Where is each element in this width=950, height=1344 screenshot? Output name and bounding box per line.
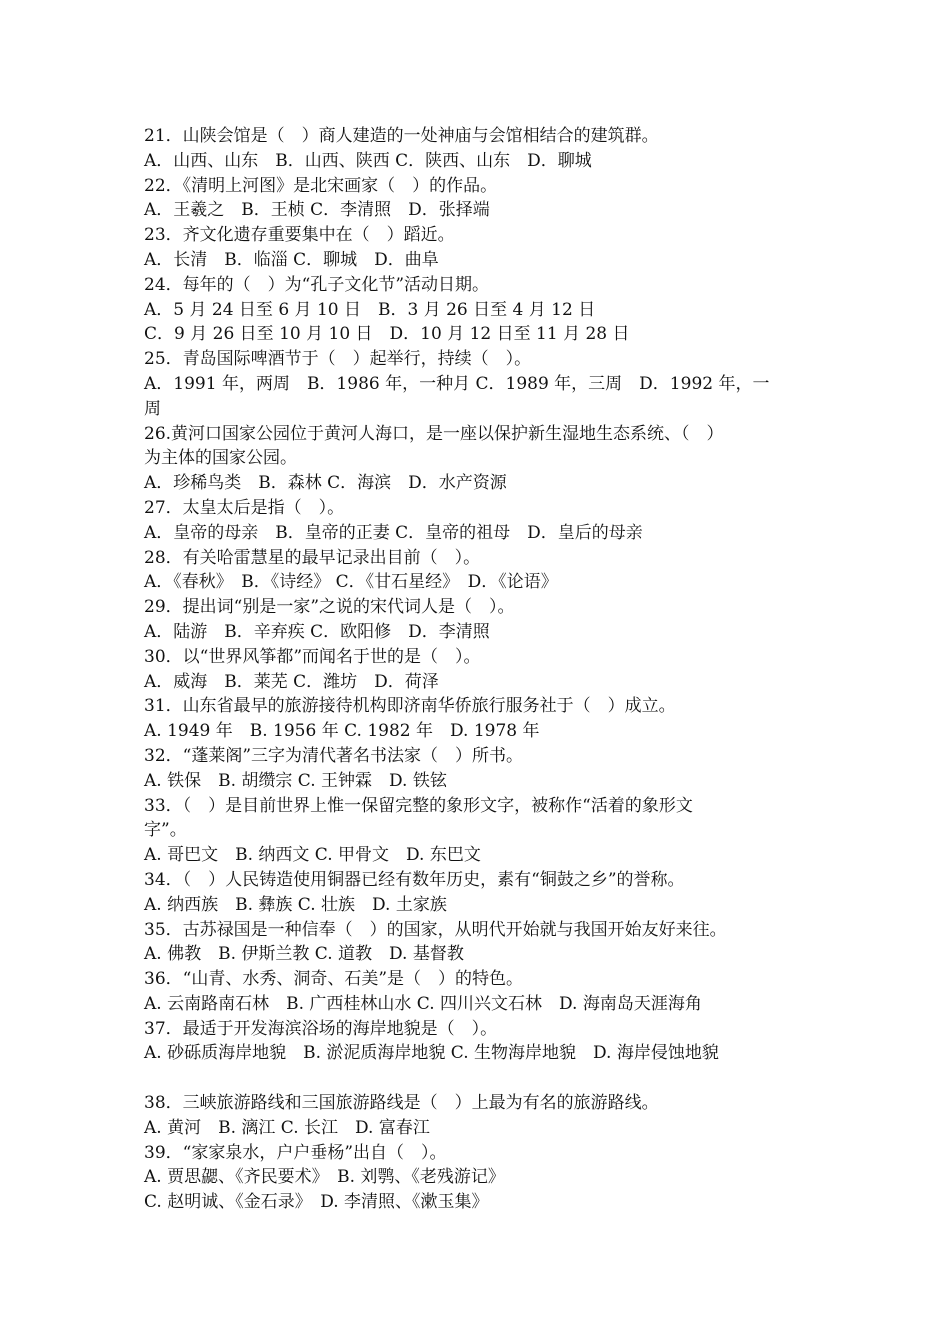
options-25-cont: 周 xyxy=(144,398,161,419)
options-24-ab: A．5 月 24 日至 6 月 10 日 B．3 月 26 日至 4 月 12 日 xyxy=(144,299,596,320)
question-27: 27．太皇太后是指（ ）。 xyxy=(144,497,345,518)
options-25: A．1991 年，两周 B．1986 年，一种月 C．1989 年，三周 D．1992 年，一 xyxy=(144,373,770,394)
question-26-cont: 为主体的国家公园。 xyxy=(144,448,297,469)
question-33: 33．（ ）是目前世界上惟一保留完整的象形文字，被称作“活着的象形文 xyxy=(144,795,693,816)
blank-line xyxy=(144,1066,814,1091)
options-26: A．珍稀鸟类 B．森林 C．海滨 D．水产资源 xyxy=(144,473,507,494)
question-26: 26.黄河口国家公园位于黄河人海口，是一座以保护新生湿地生态系统、（ ） xyxy=(144,423,724,444)
question-38: 38．三峡旅游路线和三国旅游路线是（ ）上最为有名的旅游路线。 xyxy=(144,1093,659,1114)
options-31: A. 1949 年 B. 1956 年 C. 1982 年 D. 1978 年 xyxy=(144,721,540,742)
options-34: A. 纳西族 B. 彝族 C. 壮族 D. 土家族 xyxy=(144,894,447,915)
question-22: 22．《清明上河图》是北宋画家（ ）的作品。 xyxy=(144,175,498,196)
question-32: 32．“蓬莱阁”三字为清代著名书法家（ ）所书。 xyxy=(144,745,524,766)
question-35: 35．古苏禄国是一种信奉（ ）的国家，从明代开始就与我国开始友好来往。 xyxy=(144,919,727,940)
question-28: 28．有关哈雷慧星的最早记录出目前（ ）。 xyxy=(144,547,481,568)
question-24: 24．每年的（ ）为“孔子文化节”活动日期。 xyxy=(144,274,490,295)
options-36: A. 云南路南石林 B. 广西桂林山水 C. 四川兴文石林 D. 海南岛天涯海角 xyxy=(144,993,702,1014)
question-34: 34．（ ）人民铸造使用铜器已经有数年历史，素有“铜鼓之乡”的誉称。 xyxy=(144,869,685,890)
options-27: A．皇帝的母亲 B．皇帝的正妻 C．皇帝的祖母 D．皇后的母亲 xyxy=(144,522,643,543)
options-30: A．威海 B．莱芜 C．潍坊 D．荷泽 xyxy=(144,671,439,692)
options-38: A. 黄河 B. 漓江 C. 长江 D. 富春江 xyxy=(144,1117,430,1138)
options-32: A. 铁保 B. 胡缵宗 C. 王钟霖 D. 铁铉 xyxy=(144,770,447,791)
question-29: 29．提出词“别是一家”之说的宋代词人是（ ）。 xyxy=(144,597,515,618)
options-28: A．《春秋》 B．《诗经》 C．《甘石星经》 D．《论语》 xyxy=(144,572,558,593)
document-page xyxy=(144,124,814,1215)
question-33-cont: 字”。 xyxy=(144,820,187,841)
options-33: A. 哥巴文 B. 纳西文 C. 甲骨文 D. 东巴文 xyxy=(144,845,481,866)
question-37: 37．最适于开发海滨浴场的海岸地貌是（ ）。 xyxy=(144,1018,498,1039)
options-35: A. 佛教 B. 伊斯兰教 C. 道教 D. 基督教 xyxy=(144,944,464,965)
options-37: A. 砂砾质海岸地貌 B. 淤泥质海岸地貌 C. 生物海岸地貌 D. 海岸侵蚀地貌 xyxy=(144,1043,719,1064)
options-39-cd: C. 赵明诚、《金石录》 D. 李清照、《漱玉集》 xyxy=(144,1192,489,1213)
question-39: 39．“家家泉水，户户垂杨”出自（ ）。 xyxy=(144,1142,447,1163)
options-22: A．王羲之 B．王桢 C．李清照 D．张择端 xyxy=(144,200,490,221)
question-36: 36．“山青、水秀、洞奇、石美”是（ ）的特色。 xyxy=(144,969,524,990)
options-24-cd: C．9 月 26 日至 10 月 10 日 D．10 月 12 日至 11 月 28 日 xyxy=(144,324,630,345)
question-31: 31．山东省最早的旅游接待机构即济南华侨旅行服务社于（ ）成立。 xyxy=(144,696,676,717)
question-30: 30．以“世界风筝都”而闻名于世的是（ ）。 xyxy=(144,646,481,667)
options-23: A．长清 B．临淄 C．聊城 D．曲阜 xyxy=(144,249,439,270)
options-21: A．山西、山东 B．山西、陕西 C．陕西、山东 D．聊城 xyxy=(144,150,592,171)
options-39-ab: A. 贾思勰、《齐民要术》 B. 刘鹗、《老残游记》 xyxy=(144,1167,505,1188)
question-23: 23．齐文化遗存重要集中在（ ）蹈近。 xyxy=(144,225,455,246)
question-25: 25．青岛国际啤酒节于（ ）起举行，持续（ ）。 xyxy=(144,349,532,370)
question-21: 21．山陕会馆是（ ）商人建造的一处神庙与会馆相结合的建筑群。 xyxy=(144,126,659,146)
options-29: A．陆游 B．辛弃疾 C．欧阳修 D．李清照 xyxy=(144,621,490,642)
